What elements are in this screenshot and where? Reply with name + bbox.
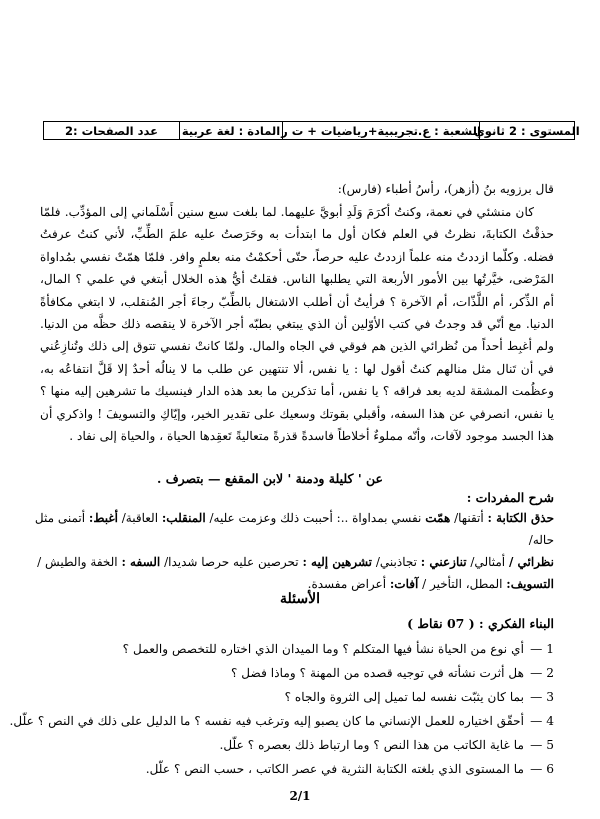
text-intro: قال برزويه بنُ (أزهر)، رأسُ أطباء (فارس):: [337, 182, 554, 196]
vocab-term: التسويف:: [506, 577, 554, 591]
question-text: هل أثرت نشأته في توجيه قصده من المهنة ؟ وماذا فضل ؟: [230, 666, 524, 680]
level-cell: المستوى : 2 ثانوي: [474, 123, 580, 138]
question-number: 3 —: [530, 690, 554, 704]
vocab-term: نظرائي /: [508, 555, 554, 569]
vocab-term: تنازعني :: [420, 555, 467, 569]
question-text: ما غاية الكاتب من هذا النص ؟ وما ارتباط ذلك بعصره ؟ علّل.: [219, 738, 524, 752]
question-number: 1 —: [530, 642, 554, 656]
question-item: [9, 714, 554, 728]
question-item: [40, 738, 554, 752]
question-text: بما كان يثبّت نفسه لما تميل إلى الثروة والجاه ؟: [284, 690, 524, 704]
vocab-def: أعراض مفسدة.: [307, 577, 390, 591]
vocab-line-2: [34, 551, 554, 573]
vocab-def: أتمنى مثل حاله/: [34, 511, 554, 547]
vocab-line-1: [34, 507, 554, 551]
exam-header-table: [43, 121, 580, 140]
question-item: [40, 642, 554, 656]
vocab-def: المطل، التأخير /: [418, 577, 507, 591]
vocab-def: تجاذبني/: [372, 555, 421, 569]
questions-title: الأسئلة: [280, 591, 320, 607]
vocab-term: السفه :: [121, 555, 161, 569]
vocab-def: تحرصين عليه حرصا شديدا/: [160, 555, 303, 569]
vocab-title: شرح المفردات :: [466, 490, 554, 505]
subject-cell: المادة : لغة عربية: [180, 122, 283, 139]
vocab-term: أغبط:: [88, 511, 118, 525]
question-text: ما المستوى الذي بلغته الكتابة النثرية في عصر الكاتب ، حسب النص ؟ علّل.: [145, 762, 524, 776]
vocab-def: أمثالي/: [466, 555, 509, 569]
question-number: 4 —: [530, 714, 554, 728]
vocab-def: نفسي بمداواة ..: أحببت ذلك وعزمت عليه/: [205, 511, 426, 525]
vocab-def: أتقنها/: [450, 511, 488, 525]
question-text: أحقّق اختياره للعمل الإنساني ما كان يصبو إليه وترغب فيه نفسه ؟ ما الدليل على ذلك في النص ؟ علّل.: [9, 714, 524, 728]
question-item: [40, 666, 554, 680]
vocab-term: حذق الكتابة :: [487, 511, 554, 525]
vocab-def: العاقبة/: [117, 511, 162, 525]
question-item: [40, 762, 554, 776]
question-number: 5 —: [530, 738, 554, 752]
vocab-term: المنقلب:: [161, 511, 206, 525]
questions-section: البناء الفكري : ( 07 نقاط ): [407, 616, 554, 631]
vocab-definitions: [34, 507, 554, 595]
pages-cell: عدد الصفحات :2: [44, 122, 180, 139]
text-paragraph: كان منشئي في نعمة، وكنتُ أكرَمَ وَلَدِ أبويَّ عليهما. لما بلغت سبع سنين أَسْلَماني إلى المؤدِّب. فلمّا حذقْتُ الكتابةَ، نظرتُ في العلم فكان أول ما ابتدأت به وحَرَصتُ عليه علمَ الطِّبِّ، لأني كنتُ عرفتُ فضله. وكلّما ازددتُ منه علماً ازددتُ عليه حرصاً، حتّى أحكمْتُ منه بعلمٍ وافر. فلمّا همّتْ نفسي بمُداواة المَرْضى، خيَّرتُها بين الأمور الأربعة التي يطلبها الناس. فقلتُ أيُّ هذه الخلال أبتغي في علمي ؟ المال، أم الذِّكر، أم اللَّذّات، أم الآخرة ؟ فرأيتُ أن أطلب الاشتغال بالطِّبّ رجاءَ أجر المُنقلب، لا ابتغي مكافأةً الدنيا. مع أنّي قد وجدتُ في كتب الأوّلين أن الذي يبتغي بطبّه أجر الآخرة لا ينقصه ذلك حظَّه من الدنيا. ولم أغبِط أحداً من نُظرائي الذين هم فوقي في الجاه والمال. ولمّا كانتْ نفسي تتوق إلى ذلك وتُنازِعُني في أن تَنال مثل منالهم كنتُ أقول لها : يا نفس، ألا تنتهين عن طلب ما لا ينالُه أحدٌ إلا قَلَّ انتفاعُه به، وعظُمت المشقة لديه بعد فراقه ؟ يا نفس، أما تذكرين ما بعد هذه الدار فينسيك ما تشرهين إليه منها ؟ يا نفس، انصرفي عن هذا السفه، وأقبلي بقوتك وسعيك على تقدير الخير، وإيّاكِ والتسويفَ ! واذكري أن هذا الجسد موجود لآفات، وأنّه مملوءٌ أخلاطاً فاسدةً قذرةً متعاليةً تَعقِدها الحياة ، والحياة إلى نفاد .: [40, 205, 554, 444]
vocab-term: آفات:: [389, 577, 419, 591]
vocab-def: الخفة والطيش /: [37, 555, 122, 569]
branch-cell: الشعبة : ع.تجريبية+رياضيات + ت ر: [281, 123, 481, 138]
text-source: عن ' كليلة ودمنة ' لابن المقفع — بتصرف .: [157, 471, 383, 486]
vocab-term: تشرهين إليه :: [302, 555, 373, 569]
question-text: أي نوع من الحياة نشأ فيها المتكلم ؟ وما الميدان الذي اختاره للتخصص والعمل ؟: [122, 642, 524, 656]
page-number: 2/1: [289, 789, 311, 803]
question-number: 6 —: [530, 762, 554, 776]
question-item: [40, 690, 554, 704]
question-number: 2 —: [530, 666, 554, 680]
vocab-term: همّت: [425, 511, 451, 525]
